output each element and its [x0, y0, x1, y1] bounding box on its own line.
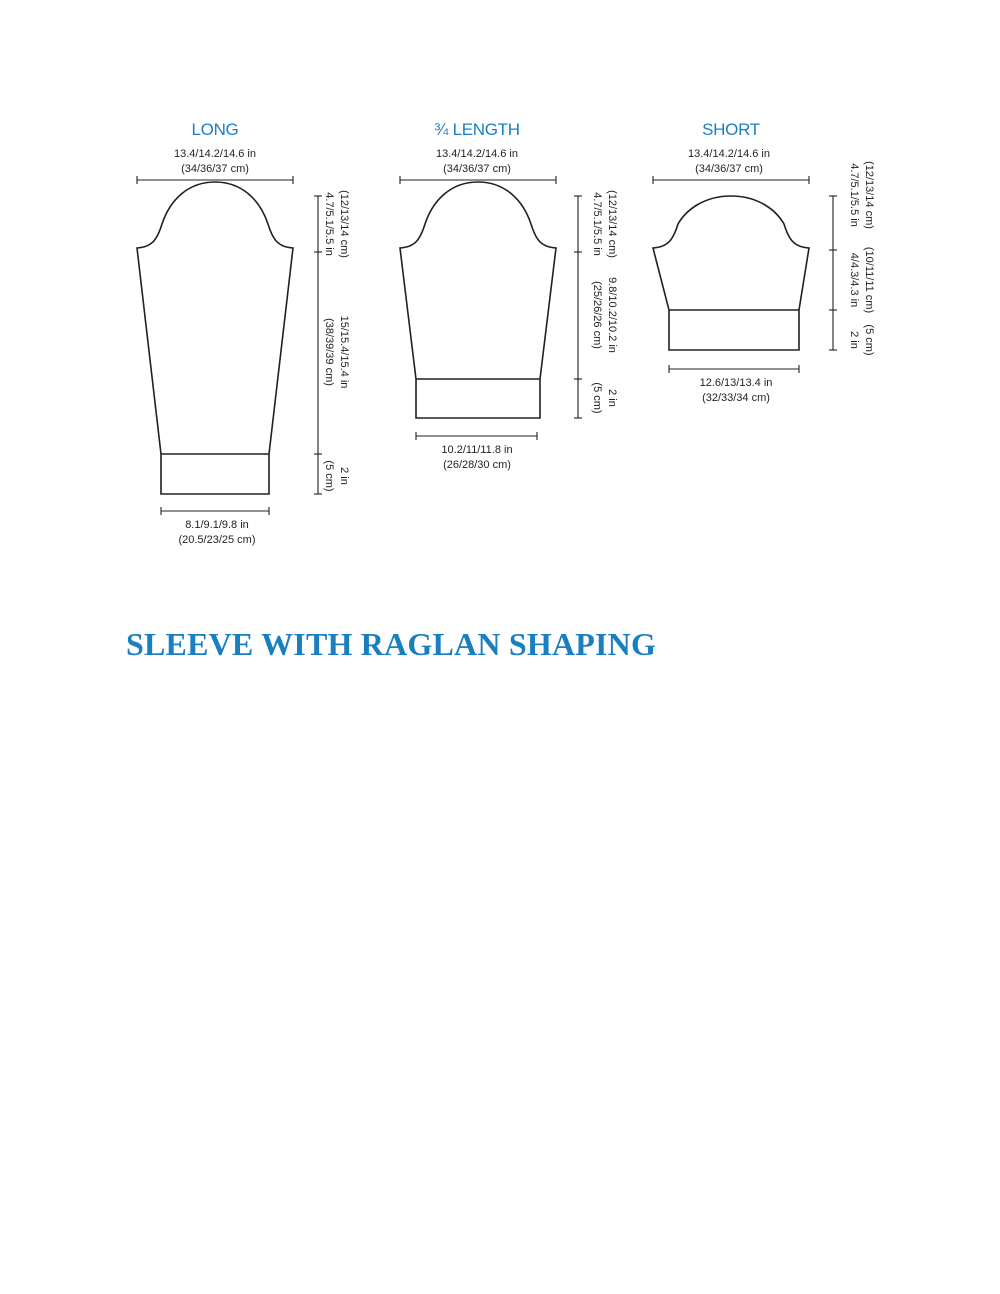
three-quarter-body-length-cm: (25/26/26 cm)	[591, 281, 603, 349]
short-top-width-cm: (34/36/37 cm)	[695, 163, 763, 175]
three-quarter-title: ¾ LENGTH	[434, 120, 520, 139]
three-quarter-top-width-in: 13.4/14.2/14.6 in	[436, 148, 518, 160]
three-quarter-sleeve-outline	[400, 182, 556, 418]
three-quarter-vertical-dimension-line	[574, 196, 582, 418]
short-cuff-width-cm: (32/33/34 cm)	[702, 392, 770, 404]
long-sleeve-outline	[137, 182, 293, 494]
three-quarter-sleeve-schematic	[400, 120, 618, 471]
short-cap-height-in: 4.7/5.1/5.5 in	[848, 163, 860, 227]
long-cuff-width-dimension-line	[161, 507, 269, 515]
short-sleeve-outline	[653, 196, 809, 350]
three-quarter-cap-height-in: 4.7/5.1/5.5 in	[591, 192, 603, 256]
three-quarter-cuff-height-cm: (5 cm)	[591, 382, 603, 414]
section-heading: SLEEVE WITH RAGLAN SHAPING	[126, 626, 657, 662]
short-vertical-dimension-line	[829, 196, 837, 350]
three-quarter-cuff-height-in: 2 in	[606, 389, 618, 407]
long-cuff-height-cm: (5 cm)	[323, 460, 335, 492]
short-title: SHORT	[702, 120, 760, 139]
three-quarter-cuff-width-in: 10.2/11/11.8 in	[441, 444, 513, 456]
long-cuff-height-in: 2 in	[338, 467, 350, 485]
short-cuff-width-dimension-line	[669, 365, 799, 373]
three-quarter-cap-height-cm: (12/13/14 cm)	[606, 190, 618, 258]
long-body-length-in: 15/15.4/15.4 in	[338, 315, 350, 389]
long-sleeve-schematic	[137, 120, 350, 546]
long-cuff-width-in: 8.1/9.1/9.8 in	[185, 519, 249, 531]
short-body-length-in: 4/4.3/4.3 in	[848, 252, 860, 308]
sleeve-schematic-diagram	[0, 0, 1000, 620]
three-quarter-cuff-width-cm: (26/28/30 cm)	[443, 459, 511, 471]
long-title: LONG	[191, 120, 239, 139]
short-top-width-dimension-line	[653, 176, 809, 184]
long-vertical-dimension-line	[314, 196, 322, 494]
long-top-width-in: 13.4/14.2/14.6 in	[174, 148, 256, 160]
short-top-width-in: 13.4/14.2/14.6 in	[688, 148, 770, 160]
three-quarter-body-length-in: 9.8/10.2/10.2 in	[606, 277, 618, 353]
short-cuff-width-in: 12.6/13/13.4 in	[699, 377, 773, 389]
short-cap-height-cm: (12/13/14 cm)	[863, 161, 875, 229]
short-body-length-cm: (10/11/11 cm)	[863, 246, 875, 314]
long-cap-height-in: 4.7/5.1/5.5 in	[323, 192, 335, 256]
short-sleeve-schematic	[653, 120, 875, 404]
three-quarter-top-width-cm: (34/36/37 cm)	[443, 163, 511, 175]
short-cuff-height-in: 2 in	[848, 331, 860, 349]
short-cuff-height-cm: (5 cm)	[863, 324, 875, 356]
long-top-width-cm: (34/36/37 cm)	[181, 163, 249, 175]
long-cap-height-cm: (12/13/14 cm)	[338, 190, 350, 258]
long-body-length-cm: (38/39/39 cm)	[323, 318, 335, 386]
long-cuff-width-cm: (20.5/23/25 cm)	[178, 534, 256, 546]
three-quarter-cuff-width-dimension-line	[416, 432, 537, 440]
